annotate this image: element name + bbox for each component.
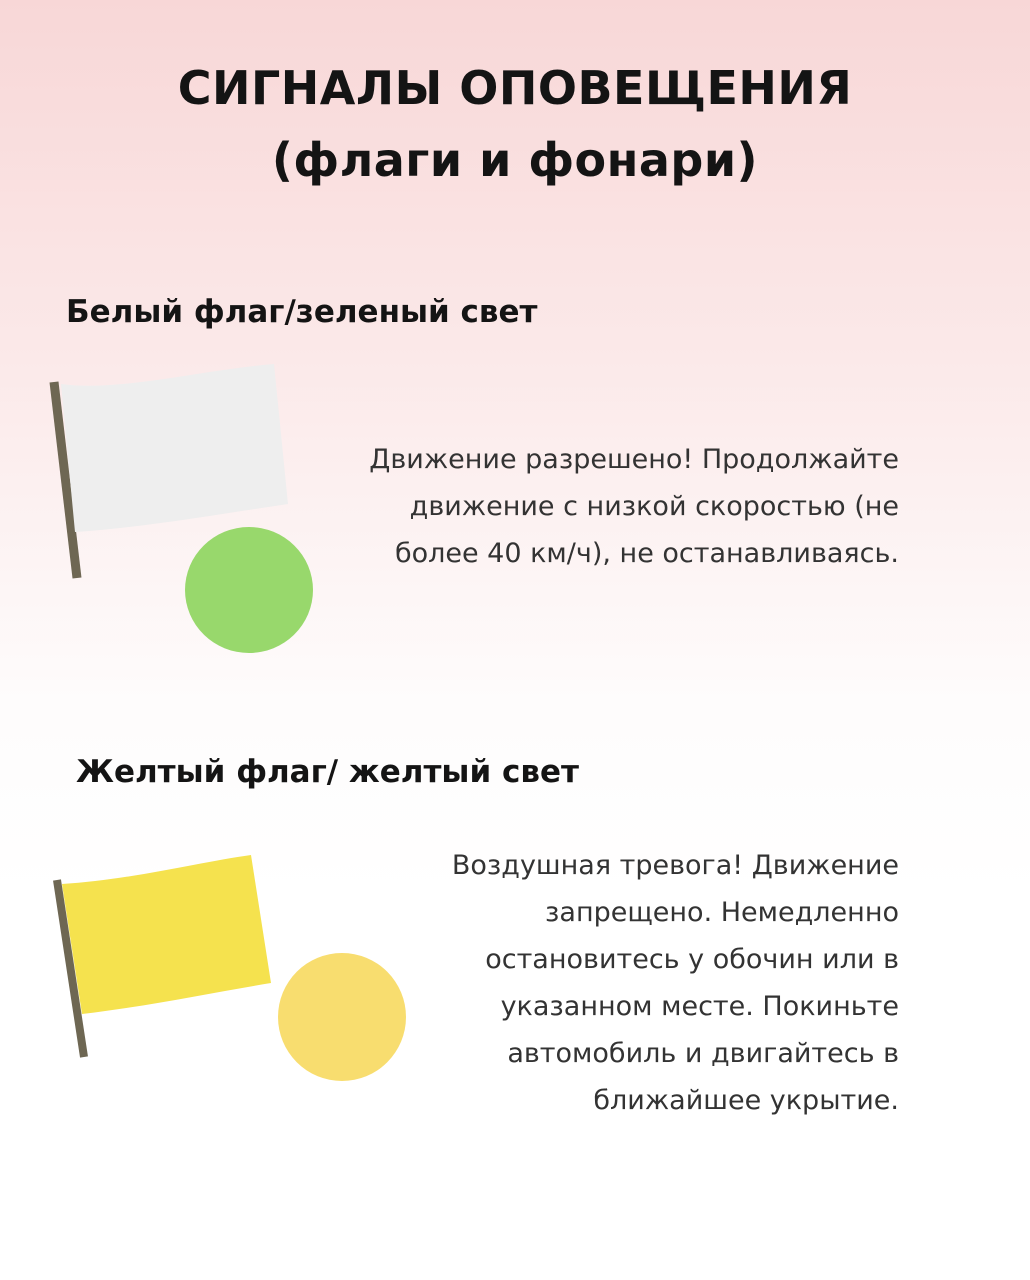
description-line: Движение разрешено! Продолжайте (369, 444, 899, 475)
yellow-flag-cloth (62, 855, 271, 1014)
page-title-line-1: СИГНАЛЫ ОПОВЕЩЕНИЯ (177, 61, 853, 115)
signal-heading-white-flag: Белый флаг/зеленый свет (66, 294, 538, 330)
signal-heading-yellow-flag: Желтый флаг/ желтый свет (76, 754, 579, 790)
description-line: более 40 км/ч), не останавливаясь. (394, 538, 899, 569)
description-line: Воздушная тревога! Движение (451, 850, 899, 881)
description-line: автомобиль и двигайтесь в (507, 1038, 899, 1069)
description-line: указанном месте. Покиньте (500, 991, 899, 1022)
signal-description-yellow-flag (452, 842, 899, 1124)
description-line: ближайшее укрытие. (593, 1085, 899, 1116)
page-title-line-2: (флаги и фонари) (271, 133, 759, 187)
description-line: остановитесь у обочин или в (485, 944, 899, 975)
yellow-light-icon (278, 953, 406, 1081)
description-line: движение с низкой скоростью (не (409, 491, 899, 522)
description-line: запрещено. Немедленно (545, 897, 899, 928)
